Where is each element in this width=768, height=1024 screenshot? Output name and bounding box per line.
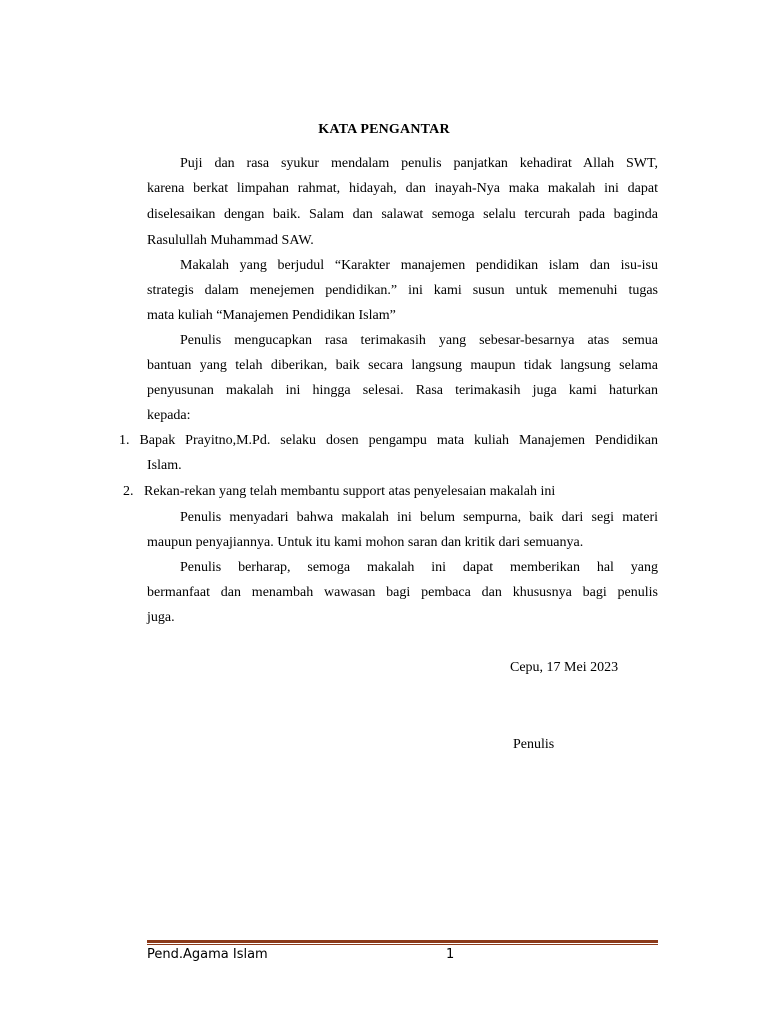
- footer-course-label: Pend.Agama Islam: [147, 947, 268, 962]
- list-item: 1. Bapak Prayitno,M.Pd. selaku dosen pengampu mata kuliah Manajemen Pendidikan: [119, 433, 658, 448]
- paragraph-line: Penulis berharap, semoga makalah ini dapat memberikan hal yang: [180, 560, 658, 575]
- page-number: 1: [446, 947, 455, 962]
- paragraph-line: strategis dalam menejemen pendidikan.” ini kami susun untuk memenuhi tugas: [147, 283, 658, 298]
- paragraph-line: Penulis menyadari bahwa makalah ini belum sempurna, baik dari segi materi: [180, 510, 658, 525]
- paragraph-line: Rasulullah Muhammad SAW.: [147, 233, 314, 248]
- paragraph-line: mata kuliah “Manajemen Pendidikan Islam”: [147, 308, 396, 323]
- paragraph-line: penyusunan makalah ini hingga selesai. Rasa terimakasih juga kami haturkan: [147, 383, 658, 398]
- paragraph-line: karena berkat limpahan rahmat, hidayah, dan inayah-Nya maka makalah ini dapat: [147, 181, 658, 196]
- list-item: 2. Rekan-rekan yang telah membantu support atas penyelesaian makalah ini: [123, 484, 556, 499]
- footer-rule-thin: [147, 944, 658, 945]
- paragraph-line: Penulis mengucapkan rasa terimakasih yang sebesar-besarnya atas semua: [180, 333, 658, 348]
- paragraph-line: diselesaikan dengan baik. Salam dan salawat semoga selalu tercurah pada baginda: [147, 207, 658, 222]
- signature-label: Penulis: [513, 737, 555, 752]
- paragraph-line: Makalah yang berjudul “Karakter manajemen pendidikan islam dan isu-isu: [180, 258, 658, 273]
- paragraph-line: kepada:: [147, 408, 191, 423]
- page-title: KATA PENGANTAR: [318, 122, 450, 137]
- date-line: Cepu, 17 Mei 2023: [510, 660, 619, 675]
- footer-rule: [147, 940, 658, 943]
- paragraph-line: juga.: [147, 610, 175, 625]
- paragraph-line: maupun penyajiannya. Untuk itu kami mohon saran dan kritik dari semuanya.: [147, 535, 584, 550]
- paragraph-line: bantuan yang telah diberikan, baik secara langsung maupun tidak langsung selama: [147, 358, 658, 373]
- list-item-continuation: Islam.: [147, 458, 182, 473]
- paragraph-line: Puji dan rasa syukur mendalam penulis panjatkan kehadirat Allah SWT,: [180, 156, 658, 171]
- paragraph-line: bermanfaat dan menambah wawasan bagi pembaca dan khususnya bagi penulis: [147, 585, 658, 600]
